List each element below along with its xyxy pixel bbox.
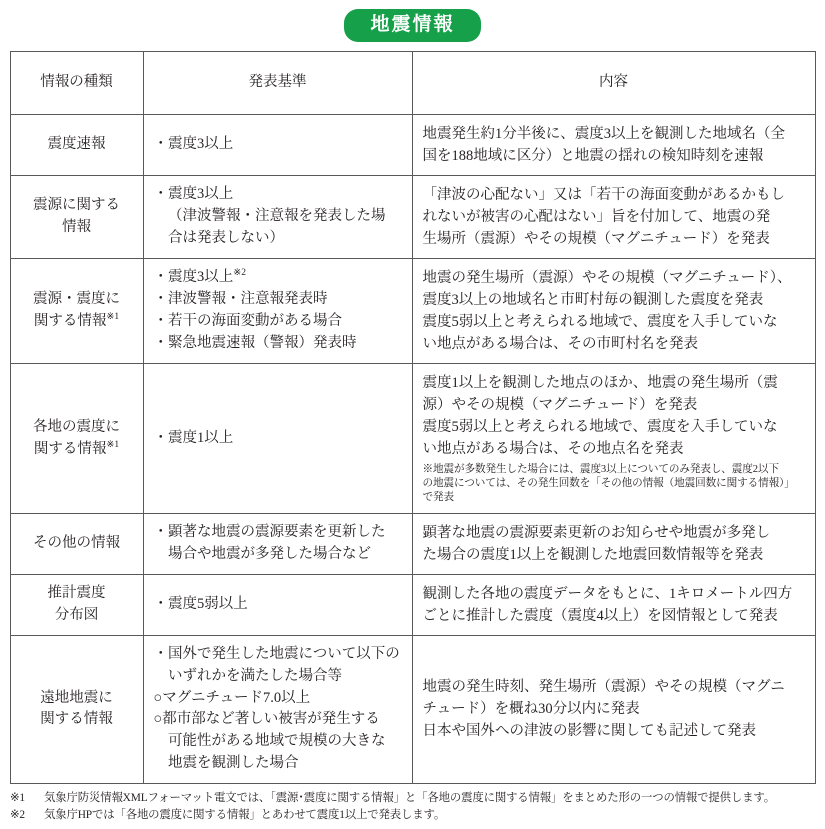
footnote-marker: ※1 [106,439,120,450]
content-line: 地震の発生時刻、発生場所（震源）やその規模（マグニ [422,679,785,696]
content-sub-note-line: で発表 [422,492,454,504]
cell-information-type [10,575,143,636]
content-sub-note [423,463,806,505]
content-line: 国を188地域に区分）と地震の揺れの検知時刻を速報 [422,147,764,164]
criteria-line: ○都市部など著しい被害が発生する [153,711,380,728]
type-line: 遠地地震に [40,689,113,706]
footnote-marker: ※2 [233,268,246,279]
criteria-line: 可能性がある地域で規模の大きな [168,733,386,750]
criteria-line: 場合や地震が多発した場合など [168,546,371,563]
content-line: 観測した各地の震度データをもとに、1キロメートル四方 [422,586,793,603]
footnote-marker: ※1 [106,312,120,323]
content-line: 源）やその規模（マグニチュード）を発表 [422,397,698,414]
cell-information-type [10,636,143,784]
column-header-criteria: 発表基準 [143,51,412,114]
footnote-item [10,807,815,825]
footnote-item [10,790,815,808]
content-sub-note-line: の地震については、その発生回数を「その他の情報（地震回数に関する情報）」 [422,478,795,490]
criteria-line: ○マグニチュード7.0以上 [153,689,311,706]
criteria-line: いずれかを満たした場合等 [168,667,342,684]
criteria-line: ・津波警報・注意報発表時 [153,291,328,308]
column-header-content: 内容 [412,51,815,114]
criteria-line: ・震度3以上 [153,186,234,203]
content-line: 震度1以上を観測した地点のほか、地震の発生場所（震 [422,375,778,392]
cell-issuance-criteria [143,364,412,514]
cell-content-description [412,575,815,636]
content-line: 震度5弱以上と考えられる地域で、震度を入手していな [422,419,778,436]
table-body [10,114,815,783]
footnote-mark: ※2 [10,809,25,822]
type-line: 震度速報 [47,135,106,152]
table-row [10,114,815,175]
criteria-line: ・震度3以上 [153,135,234,152]
content-line: 「津波の心配ない」又は「若干の海面変動があるかもし [422,186,785,203]
content-line: 地震の発生場所（震源）やその規模（マグニチュード）、 [422,269,792,286]
column-header-type: 情報の種類 [10,51,143,114]
type-line: 関する情報$^{※1}$ [33,312,120,329]
content-line: チュード）を概ね30分以内に発表 [422,701,640,718]
footnotes [10,790,815,825]
type-line: その他の情報 [33,535,120,552]
criteria-line: 合は発表しない） [168,229,284,246]
cell-content-description [412,175,815,258]
cell-issuance-criteria [143,258,412,363]
table-row [10,636,815,784]
content-line: 地震発生約1分半後に、震度3以上を観測した地域名（全 [422,125,785,142]
criteria-line: ・国外で発生した地震について以下の [153,646,400,663]
table-row [10,575,815,636]
content-line: 震度5弱以上と考えられる地域で、震度を入手していな [422,313,778,330]
criteria-line: 地震を観測した場合 [168,754,299,771]
cell-information-type [10,258,143,363]
table-row [10,364,815,514]
criteria-line: （津波警報・注意報を発表した場 [168,207,386,224]
cell-issuance-criteria [143,114,412,175]
table-row [10,514,815,575]
type-line: 関する情報 [40,711,113,728]
content-sub-note-line: ※地震が多数発生した場合には、震度3以上についてのみ発表し、震度2以下 [422,464,779,476]
cell-content-description [412,636,815,784]
cell-information-type [10,514,143,575]
title-bar [0,0,825,51]
earthquake-info-table [10,51,816,784]
cell-content-description [412,114,815,175]
content-line: 震度3以上の地域名と市町村毎の観測した震度を発表 [422,291,764,308]
content-line: た場合の震度1以上を観測した地震回数情報等を発表 [422,547,764,564]
type-line: 分布図 [54,607,99,624]
criteria-line: ・震度5弱以上 [153,596,248,613]
criteria-line: ・緊急地震速報（警報）発表時 [153,334,357,351]
cell-issuance-criteria [143,575,412,636]
content-line: 日本や国外への津波の影響に関しても記述して発表 [422,723,756,740]
content-line: い地点がある場合は、その地点名を発表 [422,441,684,458]
content-line: い地点がある場合は、その市町村名を発表 [422,336,698,352]
content-line: ごとに推計した震度（震度4以上）を図情報として発表 [422,608,778,625]
table-row [10,258,815,363]
content-line: 生場所（震源）やその規模（マグニチュード）を発表 [422,230,770,247]
type-line: 関する情報$^{※1}$ [33,439,120,457]
criteria-line: ・若干の海面変動がある場合 [153,312,342,329]
cell-content-description [412,514,815,575]
cell-content-description [412,364,815,514]
footnote-text: 気象庁防災情報XMLフォーマット電文では、「震源･震度に関する情報」と「各地の震度に関する情報」をまとめた形の一つの情報で提供します。 [44,791,775,804]
criteria-line: ・震度3以上$^{※2}$ [153,268,246,286]
cell-information-type [10,175,143,258]
criteria-line: ・震度1以上 [153,429,234,446]
type-line: 情報 [62,218,91,235]
content-line: れないが被害の心配はない」旨を付加して、地震の発 [422,208,771,225]
cell-information-type [10,114,143,175]
cell-issuance-criteria [143,514,412,575]
criteria-line: ・顕著な地震の震源要素を更新した [153,524,386,541]
content-line: 顕著な地震の震源要素更新のお知らせや地震が多発し [422,525,771,542]
type-line: 震源に関する [33,197,120,214]
cell-content-description [412,258,815,363]
page-title: 地震情報 [344,9,480,42]
footnote-text: 気象庁HPでは「各地の震度に関する情報」とあわせて震度1以上で発表します。 [44,809,446,822]
footnote-mark: ※1 [10,791,25,804]
type-line: 震源・震度に [33,291,120,308]
cell-issuance-criteria [143,636,412,784]
table-row [10,175,815,258]
type-line: 推計震度 [47,585,106,602]
table-header-row [10,51,815,114]
table-head [10,51,815,114]
cell-information-type [10,364,143,514]
cell-issuance-criteria [143,175,412,258]
type-line: 各地の震度に [33,418,120,435]
